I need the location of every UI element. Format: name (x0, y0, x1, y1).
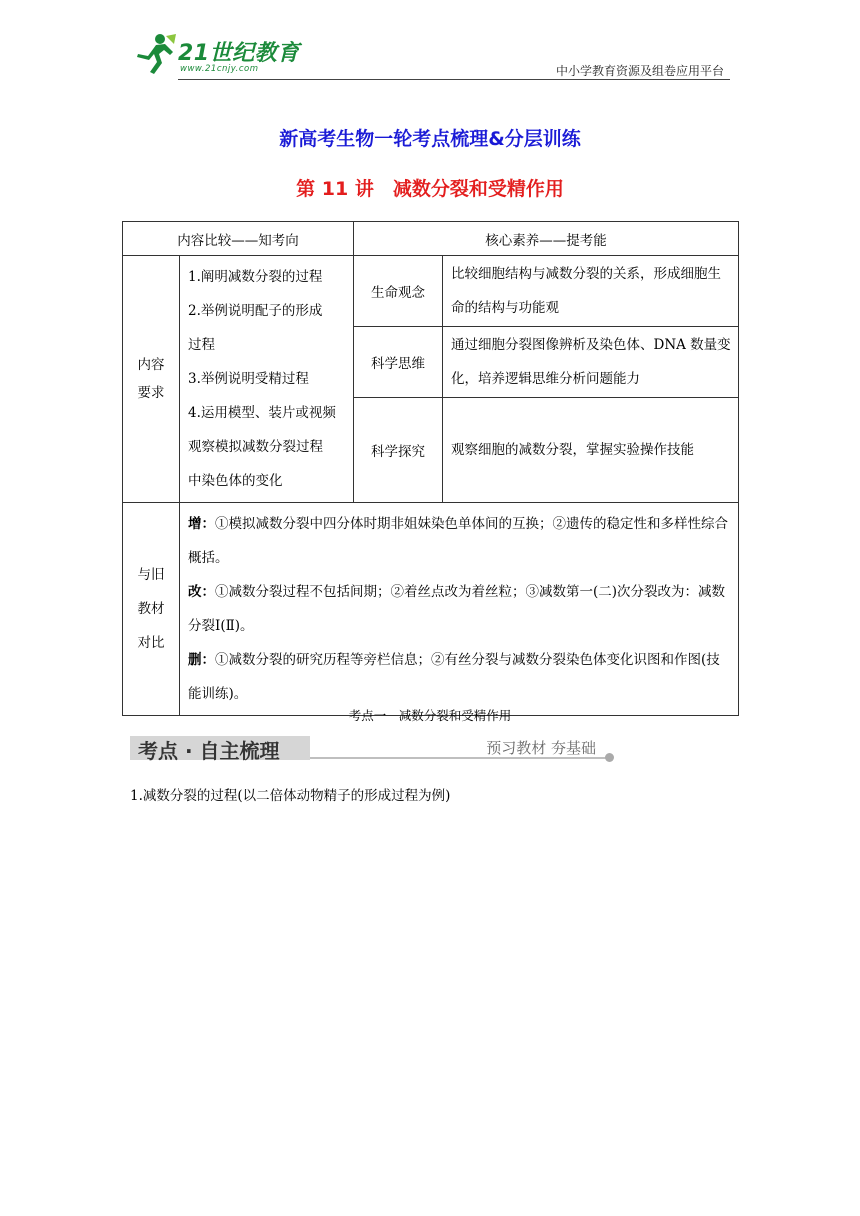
textbook-comparison (180, 503, 739, 716)
literacy-category: 生命观念 (354, 256, 443, 327)
changed-label: 改： (188, 584, 215, 600)
added-text: ①模拟减数分裂中四分体时期非姐妹染色单体间的互换；②遗传的稳定性和多样性综合概括。 (188, 516, 728, 566)
banner-subtitle: 预习教材 夯基础 (486, 739, 596, 757)
header-divider (178, 79, 730, 80)
page-header (130, 30, 730, 82)
requirements-list (180, 256, 354, 503)
literacy-description: 观察细胞的减数分裂，掌握实验操作技能 (443, 398, 739, 503)
requirement-item: 2.举例说明配子的形成 (188, 303, 323, 319)
platform-label: 中小学教育资源及组卷应用平台 (555, 64, 724, 78)
deleted-text: ①减数分裂的研究历程等旁栏信息；②有丝分裂与减数分裂染色体变化识图和作图(技能训练)。 (188, 652, 720, 702)
header-core-literacy: 核心素养——提考能 (354, 222, 739, 256)
requirement-item: 3.举例说明受精过程 (188, 371, 309, 387)
requirement-item: 中染色体的变化 (188, 473, 283, 489)
requirement-item: 观察模拟减数分裂过程 (188, 439, 323, 455)
requirement-item: 过程 (188, 337, 215, 353)
requirement-item: 1.阐明减数分裂的过程 (188, 269, 323, 285)
lesson-title: 第 11 讲 减数分裂和受精作用 (296, 178, 564, 200)
row-label-text: 与旧教材对比 (137, 567, 165, 651)
section-heading: 1.减数分裂的过程(以二倍体动物精子的形成过程为例) (130, 788, 451, 804)
requirement-item: 4.运用模型、装片或视频 (188, 405, 336, 421)
row-label-requirements (123, 256, 180, 503)
header-content-compare: 内容比较——知考向 (123, 222, 354, 256)
literacy-category: 科学思维 (354, 327, 443, 398)
logo-text: 21世纪教育 (178, 41, 300, 66)
row-label-old-textbook (123, 503, 180, 716)
comparison-changed (188, 575, 732, 643)
literacy-category: 科学探究 (354, 398, 443, 503)
literacy-description: 通过细胞分裂图像辨析及染色体、DNA 数量变化，培养逻辑思维分析问题能力 (443, 327, 739, 398)
row-label-text: 内容要求 (137, 357, 165, 401)
banner-title: 考点 · 自主梳理 (138, 739, 280, 763)
comparison-added (188, 507, 732, 575)
page-title: 新高考生物一轮考点梳理&分层训练 (279, 128, 581, 150)
banner-divider (310, 757, 608, 759)
kaodian-title: 考点一 减数分裂和受精作用 (348, 708, 512, 723)
added-label: 增： (188, 516, 215, 532)
banner-dot (605, 753, 614, 762)
logo-url: www.21cnjy.com (180, 64, 259, 74)
deleted-label: 删： (188, 652, 215, 668)
content-table (122, 221, 739, 716)
logo (130, 32, 300, 76)
section-banner (130, 732, 614, 764)
changed-text: ①减数分裂过程不包括间期；②着丝点改为着丝粒；③减数第一(二)次分裂改为：减数分裂Ⅰ(Ⅱ)。 (188, 584, 726, 634)
literacy-description: 比较细胞结构与减数分裂的关系，形成细胞生命的结构与功能观 (443, 256, 739, 327)
comparison-deleted (188, 643, 732, 711)
runner-icon (130, 32, 178, 76)
